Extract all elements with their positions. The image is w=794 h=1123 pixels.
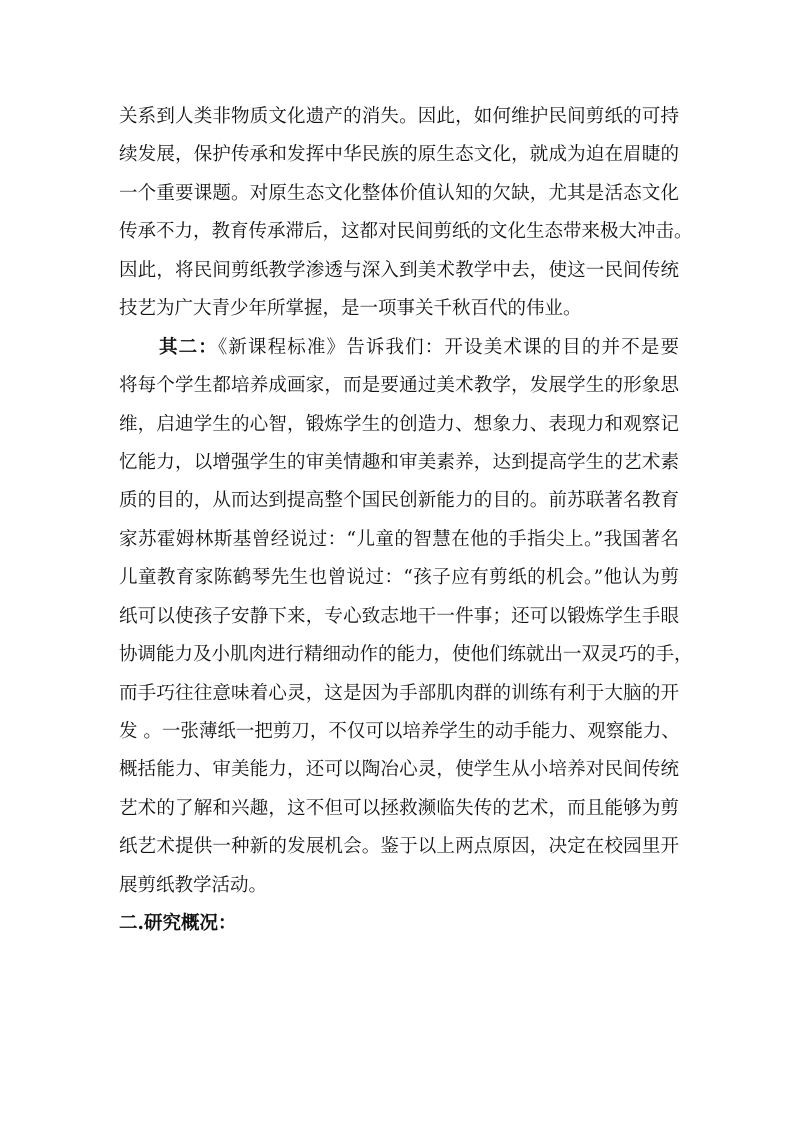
paragraph-line: 将每个学生都培养成画家，而是要通过美术教学，发展学生的形象思 — [119, 375, 679, 397]
body-text — [119, 98, 693, 944]
paragraph-line: 纸可以使孩子安静下来，专心致志地干一件事；还可以锻炼学生手眼 — [119, 605, 679, 627]
paragraph-line: 发 。一张薄纸一把剪刀，不仅可以培养学生的动手能力、观察能力、 — [119, 721, 680, 742]
paragraph-line: 艺术的了解和兴趣，这不但可以拯救濒临失传的艺术，而且能够为剪 — [119, 797, 679, 819]
paragraph-first-line — [119, 329, 679, 367]
paragraph-line: 纸艺术提供一种新的发展机会。鉴于以上两点原因，决定在校园里开 — [119, 836, 679, 858]
paragraph-line: 协调能力及小肌肉进行精细动作的能力，使他们练就出一双灵巧的手， — [119, 644, 693, 666]
paragraph-lead: 其二： — [159, 336, 218, 358]
paragraph-line: 一个重要课题。对原生态文化整体价值认知的欠缺，尤其是活态文化 — [119, 182, 679, 204]
paragraph-line: 因此，将民间剪纸教学渗透与深入到美术教学中去，使这一民间传统 — [119, 259, 679, 281]
paragraph-line: 传承不力，教育传承滞后，这都对民间剪纸的文化生态带来极大冲击。 — [119, 221, 693, 243]
paragraph-line: 概括能力、审美能力，还可以陶冶心灵，使学生从小培养对民间传统 — [119, 759, 679, 781]
paragraph-line: 关系到人类非物质文化遗产的消失。因此，如何维护民间剪纸的可持 — [119, 106, 679, 127]
paragraph-line: 展剪纸教学活动。 — [119, 874, 268, 896]
paragraph-line: 维，启迪学生的心智，锻炼学生的创造力、想象力、表现力和观察记 — [119, 413, 679, 435]
paragraph-line: 质的目的，从而达到提高整个国民创新能力的目的。前苏联著名教育 — [119, 490, 679, 512]
paragraph-line: 技艺为广大青少年所掌握，是一项事关千秋百代的伟业。 — [119, 298, 582, 320]
paragraph-line: 忆能力，以增强学生的审美情趣和审美素养，达到提高学生的艺术素 — [119, 451, 679, 473]
paragraph-line: 而手巧往往意味着心灵，这是因为手部肌肉群的训练有利于大脑的开 — [119, 682, 679, 704]
paragraph-line: 儿童教育家陈鹤琴先生也曾说过：“孩子应有剪纸的机会。”他认为剪 — [119, 567, 679, 589]
paragraph-line: 续发展，保护传承和发挥中华民族的原生态文化，就成为迫在眉睫的 — [119, 144, 679, 166]
section-heading: 二.研究概况： — [119, 913, 237, 935]
paragraph-line-rest: 《新课程标准》告诉我们：开设美术课的目的并不是要 — [217, 336, 679, 358]
paragraph-line: 家苏霍姆林斯基曾经说过：“儿童的智慧在他的手指尖上。”我国著名 — [119, 528, 679, 550]
